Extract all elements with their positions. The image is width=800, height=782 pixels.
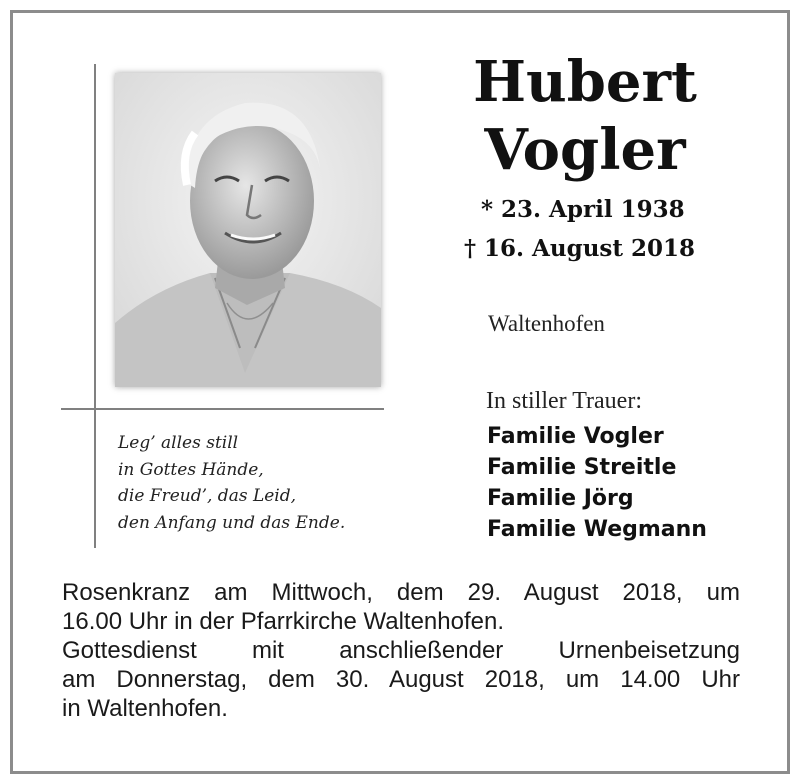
verse-line: in Gottes Hände,	[118, 459, 264, 480]
notice-line: Rosenkranz am Mittwoch, dem 29. August 2018, um	[62, 579, 740, 606]
cross-vertical-line	[94, 64, 96, 548]
verse-text	[118, 430, 398, 536]
service-notice	[62, 578, 740, 723]
family-name: Familie Jörg	[487, 486, 634, 511]
deceased-last-name: Vogler	[484, 117, 686, 183]
family-name: Familie Wegmann	[487, 517, 707, 542]
verse-line: Leg’ alles still	[118, 433, 239, 453]
death-date: † 16. August 2018	[464, 235, 696, 262]
verse-line: die Freud’, das Leid,	[118, 486, 297, 506]
notice-line: am Donnerstag, dem 30. August 2018, um 14.00 Uhr	[62, 666, 740, 693]
verse-line: den Anfang und das Ende.	[118, 512, 346, 533]
residence-place: Waltenhofen	[488, 311, 605, 336]
birth-date: * 23. April 1938	[481, 196, 685, 223]
notice-line: in Waltenhofen.	[62, 695, 228, 722]
family-name: Familie Streitle	[487, 455, 677, 480]
notice-line: 16.00 Uhr in der Pfarrkirche Waltenhofen.	[62, 608, 504, 635]
portrait-photo	[115, 73, 381, 387]
families-list	[487, 421, 707, 545]
notice-line: Gottesdienst mit anschließender Urnenbeisetzung	[62, 637, 740, 664]
mourning-label: In stiller Trauer:	[486, 388, 642, 414]
deceased-first-name: Hubert	[473, 49, 697, 115]
cross-horizontal-line	[61, 408, 384, 410]
family-name: Familie Vogler	[487, 424, 664, 449]
